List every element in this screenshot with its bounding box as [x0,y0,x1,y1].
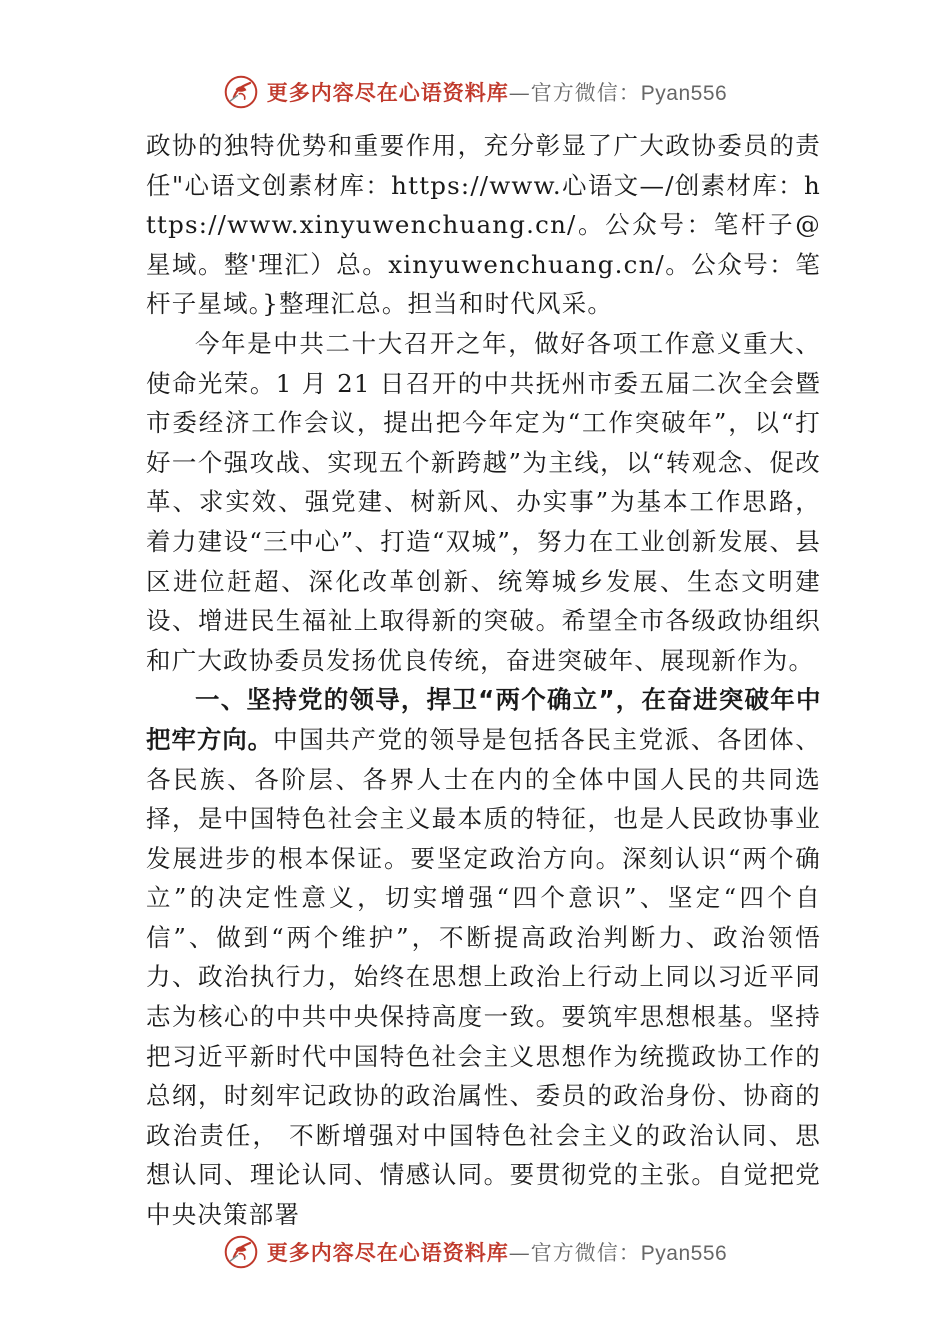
footer-separator: — [508,1241,531,1265]
paragraph-3-text: 中国共产党的领导是包括各民主党派、各团体、各民族、各阶层、各界人士在内的全体中国人民的共同选择，是中国特色社会主义最本质的特征，也是人民政协事业发展进步的根本保证。要坚定政治方向。深刻认识“两个确立”的决定性意义，切实增强“四个意识”、坚定“四个自信”、做到“两个维护”，不断提高政治判断力、政治领悟力、政治执行力，始终在思想上政治上行动上同以习近平同志为核心的中共中央保持高度一致。要筑牢思想根基。坚持把习近平新时代中国特色社会主义思想作为统揽政协工作的总纲，时刻牢记政协的政治属性、委员的政治身份、协商的政治责任， 不断增强对中国特色社会主义的政治认同、思想认同、理论认同、情感认同。要贯彻党的主张。自觉把党中央决策部署 [146,724,821,1230]
header-text [267,77,727,107]
rose-logo-icon [223,1234,259,1270]
header-title: 更多内容尽在心语资料库 [266,80,509,105]
paragraph-2: 今年是中共二十大召开之年，做好各项工作意义重大、使命光荣。1 月 21 日召开的中共抚州市委五届二次全会暨市委经济工作会议，提出把今年定为“工作突破年”，以“打好一个强攻战、实现五个新跨越”为主线，以“转观念、促改革、求实效、强党建、树新风、办实事”为基本工作思路， 着力建设“三中心”、打造“双城”，努力在工业创新发展、县区进位赶超、深化改革创新、统筹城乡发展、生态文明建设、增进民生福祉上取得新的突破。希望全市各级政协组织和广大政协委员发扬优良传统，奋进突破年、展现新作为。 [146,328,821,675]
header-banner [0,72,950,112]
paragraph-3 [146,680,821,1234]
footer-title: 更多内容尽在心语资料库 [266,1240,509,1265]
document-body [146,126,821,1235]
paragraph-1: 政协的独特优势和重要作用，充分彰显了广大政协委员的责任"心语文创素材库：https://www.心语文—/创素材库：https://www.xinyuwenchuang.cn/。公众号：笔杆子@星域。整'理汇）总。xinyuwenchuang.cn/。公众号：笔杆子星域。}整理汇总。担当和时代风采。 [146,131,821,319]
footer-wechat-id: Pyan556 [640,1242,728,1265]
section-heading: 一、坚持党的领导，捍卫“两个确立”，在奋进突破年中把牢方向。 [146,685,821,754]
footer-wechat-label: 官方微信： [530,1241,641,1265]
header-wechat-label: 官方微信： [530,81,641,105]
header-wechat-id: Pyan556 [640,82,728,105]
rose-logo-icon [223,74,259,110]
footer-banner [0,1232,950,1272]
header-separator: — [508,81,531,105]
footer-text [267,1237,727,1267]
